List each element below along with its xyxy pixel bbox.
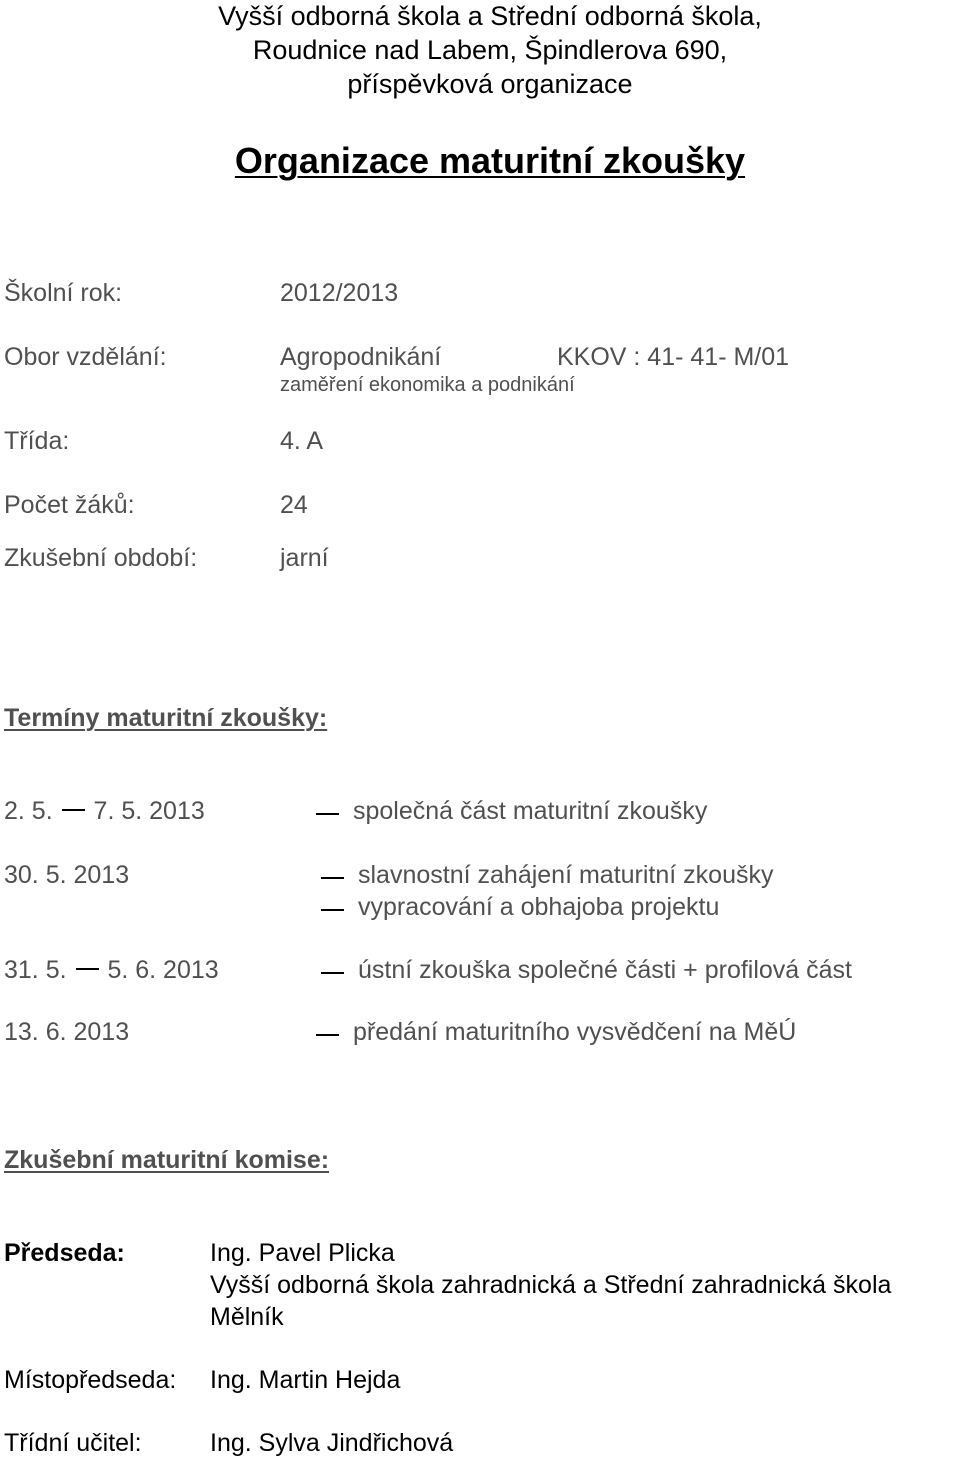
school-year-value: 2012/2013 <box>280 279 399 307</box>
school-name-line-3: příspěvková organizace <box>347 69 633 99</box>
students-label: Počet žáků: <box>4 491 135 519</box>
schedule-date-1-end: 7. 5. 2013 <box>86 797 205 825</box>
schedule-item: předání maturitního vysvědčení na MěÚ <box>353 1018 797 1046</box>
schedule-item: společná část maturitní zkoušky <box>353 797 708 825</box>
schedule-item: ústní zkouška společné části + profilová část <box>358 956 853 984</box>
class-label: Třída: <box>4 427 70 455</box>
schedule-item: vypracování a obhajoba projektu <box>358 893 720 921</box>
field-focus: zaměření ekonomika a podnikání <box>280 374 575 396</box>
class-value: 4. A <box>280 427 324 455</box>
schedule-date-4: 13. 6. 2013 <box>4 1018 130 1046</box>
students-value: 24 <box>280 491 308 519</box>
schedule-date-1-start: 2. 5. <box>4 797 60 825</box>
vice-chair-label: Místopředseda: <box>4 1366 177 1394</box>
bullet-dash <box>316 1034 339 1036</box>
chair-label: Předseda: <box>4 1239 125 1267</box>
commission-heading: Zkušební maturitní komise: <box>4 1146 330 1174</box>
period-value: jarní <box>280 544 329 572</box>
class-teacher-name: Ing. Sylva Jindřichová <box>210 1429 454 1457</box>
field-value: Agropodnikání <box>280 343 442 371</box>
schedule-date-3 <box>4 955 219 985</box>
schedule-date-3-end: 5. 6. 2013 <box>100 956 219 984</box>
page-title: Organizace maturitní zkoušky <box>234 140 746 181</box>
field-label: Obor vzdělání: <box>4 343 167 371</box>
period-label: Zkušební období: <box>4 544 198 572</box>
schedule-heading: Termíny maturitní zkoušky: <box>4 704 328 732</box>
schedule-date-2: 30. 5. 2013 <box>4 861 130 889</box>
chair-school-line-1: Vyšší odborná škola zahradnická a Střední zahradnická škola <box>210 1271 892 1299</box>
chair-school-line-2: Mělník <box>210 1303 284 1331</box>
vice-chair-name: Ing. Martin Hejda <box>210 1366 401 1394</box>
class-teacher-label: Třídní učitel: <box>4 1429 142 1457</box>
bullet-dash <box>321 972 344 974</box>
bullet-dash <box>321 877 344 879</box>
bullet-dash <box>321 909 344 911</box>
schedule-date-3-start: 31. 5. <box>4 956 74 984</box>
bullet-dash <box>316 813 339 815</box>
range-dash <box>62 809 85 811</box>
chair-name: Ing. Pavel Plicka <box>210 1239 395 1267</box>
schedule-item: slavnostní zahájení maturitní zkoušky <box>358 861 774 889</box>
school-name-line-1: Vyšší odborná škola a Střední odborná škola, <box>218 1 762 31</box>
school-name-line-2: Roudnice nad Labem, Špindlerova 690, <box>252 35 728 65</box>
field-code: KKOV : 41- 41- M/01 <box>557 343 790 371</box>
range-dash <box>76 968 99 970</box>
school-year-label: Školní rok: <box>4 279 123 307</box>
schedule-date-1 <box>4 796 205 826</box>
